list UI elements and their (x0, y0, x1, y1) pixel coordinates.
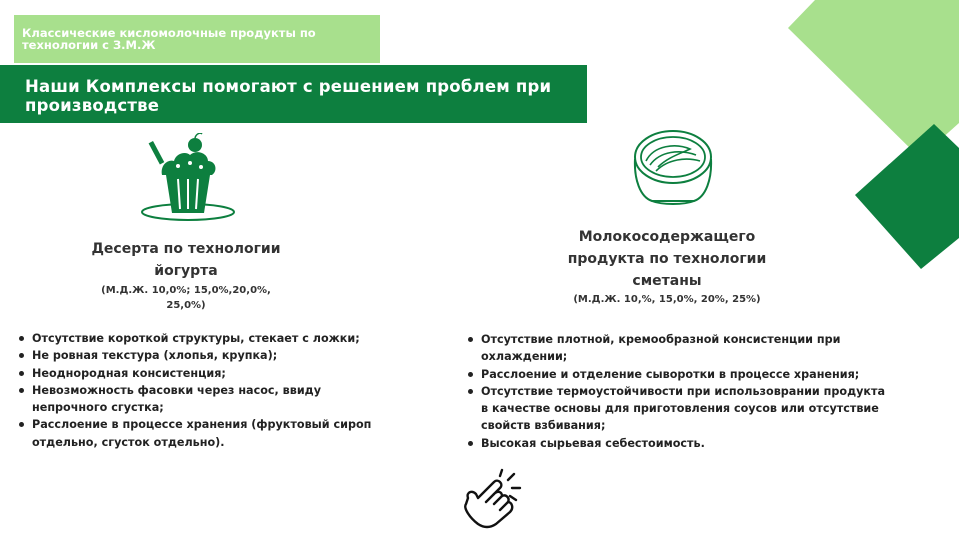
header-subtitle: Классические кисломолочные продукты по технологии с З.М.Ж (22, 26, 316, 52)
dark-green-diamond (855, 124, 959, 269)
sour-cream-bowl-icon (628, 123, 718, 213)
list-item: Расслоение в процессе хранения (фруктовый сироп отдельно, сгусток отдельно). (19, 416, 374, 451)
list-item: Отсутствие плотной, кремообразной консистенции при охлаждении; (468, 331, 888, 366)
right-fat-content: (М.Д.Ж. 10,%, 15,0%, 20%, 25%) (573, 294, 761, 305)
left-fat-content: (М.Д.Ж. 10,0%; 15,0%,20,0%, 25,0%) (101, 285, 271, 311)
left-title: Десерта по технологии йогурта (91, 241, 281, 279)
list-item: Отсутствие короткой структуры, стекает с ложки; (19, 330, 374, 347)
cupcake-icon (138, 133, 238, 223)
right-problem-list (468, 331, 888, 452)
right-title: Молокосодержащего продукта по технологии сметаны (567, 229, 767, 289)
list-item: Расслоение и отделение сыворотки в процессе хранения; (468, 366, 888, 383)
header-title: Наши Комплексы помогают с решением проблем при производстве (25, 77, 552, 115)
list-item: Не ровная текстура (хлопья, крупка); (19, 347, 374, 364)
left-problem-list (19, 330, 374, 451)
list-item: Высокая сырьевая себестоимость. (468, 435, 888, 452)
title-banner (0, 65, 587, 123)
list-item: Неоднородная консистенция; (19, 365, 374, 382)
hand-pointer-icon[interactable] (460, 468, 530, 532)
list-item: Невозможность фасовки через насос, ввиду непрочного сгустка; (19, 382, 374, 417)
subtitle-banner (14, 15, 380, 63)
list-item: Отсутствие термоустойчивости при использоврании продукта в качестве основы для приготовления соусов или отсутствие свойств взбивания; (468, 383, 888, 435)
